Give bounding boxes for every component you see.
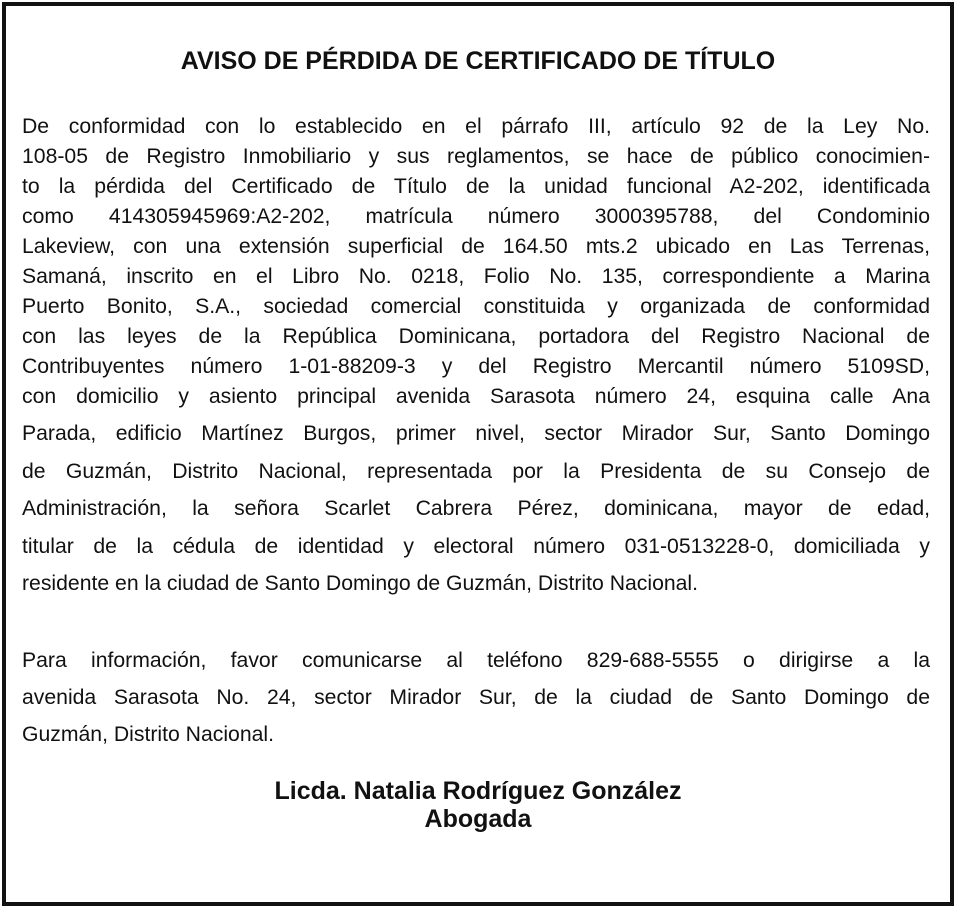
signatory-name: Licda. Natalia Rodríguez González: [274, 777, 682, 805]
text-line: Lakeview, con una extensión superficial de 164.50 mts.2 ubicado en Las Terrenas,: [22, 235, 930, 258]
text-line: 108-05 de Registro Inmobiliario y sus reglamentos, se hace de público conocimien-: [22, 145, 930, 168]
text-line: Guzmán, Distrito Nacional.: [22, 723, 274, 746]
text-line: de Guzmán, Distrito Nacional, representada por la Presidenta de su Consejo de: [22, 459, 930, 483]
text-line: to la pérdida del Certificado de Título de la unidad funcional A2-202, identificada: [22, 175, 930, 198]
notice-title: AVISO DE PÉRDIDA DE CERTIFICADO DE TÍTULO: [180, 47, 776, 75]
text-line: Administración, la señora Scarlet Cabrera Pérez, dominicana, mayor de edad,: [22, 497, 930, 520]
notice-paragraph-2: [22, 642, 930, 753]
text-line: con las leyes de la República Dominicana, portadora del Registro Nacional de: [22, 325, 930, 348]
text-line: residente en la ciudad de Santo Domingo de Guzmán, Distrito Nacional.: [22, 572, 699, 595]
legal-notice: [2, 2, 954, 906]
text-line: Contribuyentes número 1-01-88209-3 y del Registro Mercantil número 5109SD,: [22, 355, 930, 378]
text-line: como 414305945969:A2-202, matrícula número 3000395788, del Condominio: [22, 205, 930, 228]
text-line: Parada, edificio Martínez Burgos, primer nivel, sector Mirador Sur, Santo Domingo: [22, 422, 930, 445]
text-line: Puerto Bonito, S.A., sociedad comercial constituida y organizada de conformidad: [22, 295, 930, 318]
notice-paragraph-1: [22, 112, 930, 412]
text-line: De conformidad con lo establecido en el párrafo III, artículo 92 de la Ley No.: [22, 115, 930, 138]
text-line: Para información, favor comunicarse al teléfono 829-688-5555 o dirigirse a la: [22, 649, 930, 672]
text-line: con domicilio y asiento principal avenida Sarasota número 24, esquina calle Ana: [22, 385, 930, 408]
text-line: avenida Sarasota No. 24, sector Mirador Sur, de la ciudad de Santo Domingo de: [22, 686, 930, 709]
signatory-role: Abogada: [424, 805, 532, 833]
text-line: Samaná, inscrito en el Libro No. 0218, Folio No. 135, correspondiente a Marina: [22, 265, 930, 288]
notice-paragraph-1-continued: [22, 415, 930, 603]
text-line: titular de la cédula de identidad y electoral número 031-0513228-0, domiciliada y: [22, 534, 930, 558]
